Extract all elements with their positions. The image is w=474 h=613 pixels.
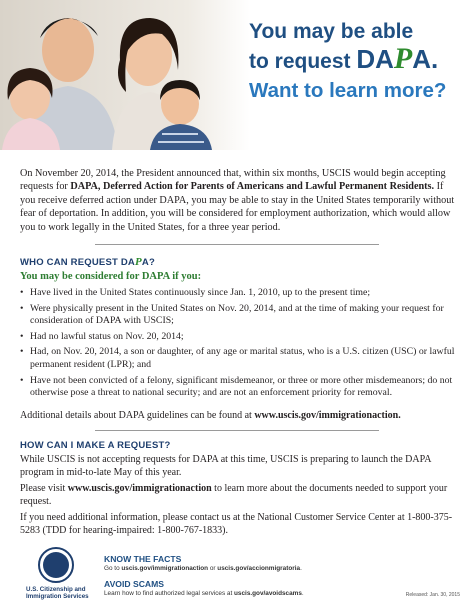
list-item [20,303,460,328]
list-item-text: Have lived in the United States continuously since Jan. 1, 2010, up to the present time; [30,287,371,298]
hero-banner [0,0,474,150]
bullet-icon: • [20,287,24,298]
avoid-scams-title: AVOID SCAMS [104,579,165,589]
intro-paragraph [20,167,458,234]
list-item [20,331,460,344]
agency-line1: U.S. Citizenship and [26,586,86,593]
list-item-text: Had, on Nov. 20, 2014, a son or daughter, of any age or marital status, who is a U.S. citizen (USC) or lawful permanent resident (LPR); and [30,346,455,370]
details-link[interactable]: www.uscis.gov/immigrationaction. [254,410,401,421]
avoid-end: . [301,590,304,597]
headline-da: DA [356,44,394,74]
how-paragraph-3: If you need additional information, please contact us at the National Customer Service Center at 1-800-375-5283 (TDD for hearing-impaired: 1-800-767-1833). [20,512,453,536]
family-photo [0,0,250,150]
headline-dapa [356,44,438,74]
know-link-1[interactable]: uscis.gov/immigrationaction [121,565,209,572]
headline [249,18,471,104]
avoid-prefix: Learn how to find authorized legal services at [104,590,235,597]
know-link-2[interactable]: uscis.gov/accionmigratoria [217,565,301,572]
know-prefix: Go to [104,565,122,572]
how-p2-prefix: Please visit [20,483,68,494]
who-lead: You may be considered for DAPA if you: [20,271,202,282]
bullet-icon: • [20,346,24,358]
agency-line2: Immigration Services [26,593,89,600]
who-title-suffix: A? [141,257,155,268]
divider [95,244,379,245]
dhs-seal-icon [38,547,74,583]
release-date: Released: Jan. 30, 2015 [405,592,460,598]
avoid-scams-line [104,590,304,597]
know-end: . [300,565,302,572]
bullet-icon: • [20,330,24,342]
intro-bold: DAPA, Deferred Action for Parents of Americans and Lawful Permanent Residents. [70,181,435,193]
list-item [20,346,460,371]
details-prefix: Additional details about DAPA guidelines can be found at [20,410,255,421]
bullet-icon: • [20,302,24,314]
who-title-p: P [134,256,142,268]
who-section-title [20,256,155,268]
know-facts-line [104,565,302,572]
headline-p: P [393,42,413,75]
headline-line2 [249,42,471,75]
know-or: or [208,565,218,572]
who-title-prefix: WHO CAN REQUEST DA [20,257,135,268]
eligibility-list [20,287,460,403]
headline-line2-prefix: to request [249,50,357,73]
how-p2-suffix: to learn more about the documents needed to support your request. [20,483,448,507]
how-paragraph-2 [20,482,460,508]
list-item-text: Had no lawful status on Nov. 20, 2014; [30,330,184,342]
uscis-logo [26,547,89,600]
intro-text-2: If you receive deferred action under DAPA, you may be able to stay in the United States temporarily without fear of deportation. In addition, you will be considered for employment authorization, which would allow you to work legally in the United States, for a three year period. [20,181,455,233]
bullet-icon: • [20,374,24,386]
how-section-title: HOW CAN I MAKE A REQUEST? [20,440,171,451]
divider [95,430,379,431]
list-item-text: Have not been convicted of a felony, significant misdemeanor, or three or more other misdemeanors; do not otherwise pose a threat to national security; and are not an enforcement priority for removal. [30,374,453,399]
list-item [20,375,460,400]
know-facts-title: KNOW THE FACTS [104,554,182,564]
headline-line1: You may be able [249,20,414,43]
avoid-link[interactable]: uscis.gov/avoidscams [234,590,302,597]
intro-text-1: On November 20, 2014, the President announced that, within six months, USCIS would begin accepting requests for [20,168,446,193]
list-item [20,287,460,300]
details-line [20,409,460,422]
list-item-text: Were physically present in the United States on Nov. 20, 2014, and at the time of making your request for consideration of DAPA with USCIS; [30,302,444,327]
how-paragraph-1: While USCIS is not accepting requests for DAPA at this time, USCIS is preparing to launch the DAPA program in mid-to-late May of this year. [20,454,431,478]
how-link[interactable]: www.uscis.gov/immigrationaction [67,483,212,494]
headline-a: A. [412,44,439,74]
headline-line3: Want to learn more? [249,79,447,102]
